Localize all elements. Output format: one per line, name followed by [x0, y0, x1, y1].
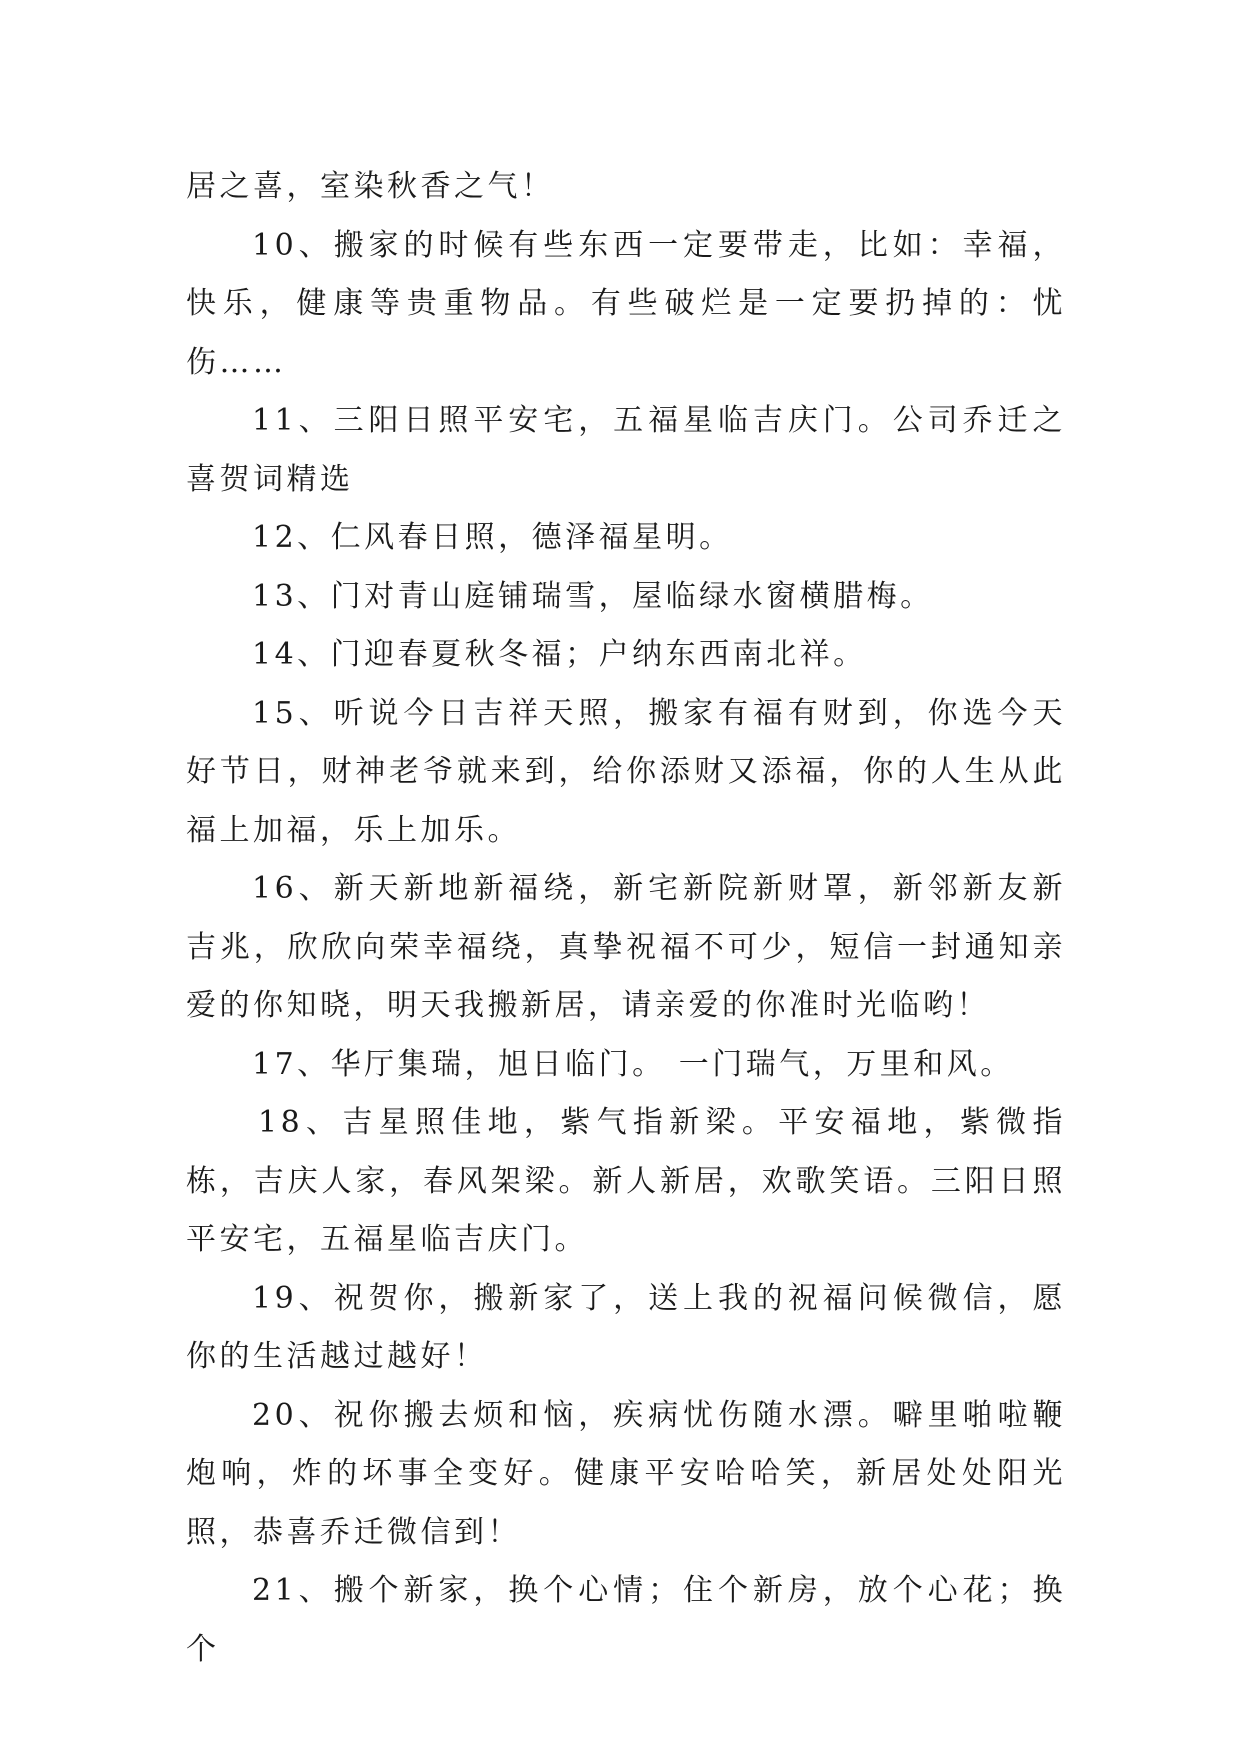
paragraph-12: 12、仁风春日照，德泽福星明。	[252, 520, 733, 555]
paragraph-21: 21、搬个新家，换个心情；住个新房，放个心花；换个	[186, 1573, 1066, 1667]
paragraph-14: 14、门迎春夏秋冬福；户纳东西南北祥。	[252, 637, 867, 672]
paragraph-18: 18、吉星照佳地，紫气指新梁。平安福地，紫微指栋，吉庆人家，春风架梁。新人新居，欢歌笑语。三阳日照平安宅，五福星临吉庆门。	[186, 1105, 1066, 1257]
paragraph-10: 10、搬家的时候有些东西一定要带走，比如：幸福，快乐，健康等贵重物品。有些破烂是一定要扔掉的：忧伤……	[186, 227, 1066, 380]
paragraph-17: 17、华厅集瑞，旭日临门。 一门瑞气，万里和风。	[252, 1046, 1014, 1082]
paragraph-16: 16、新天新地新福绕，新宅新院新财罩，新邻新友新吉兆，欣欣向荣幸福绕，真挚祝福不可少，短信一封通知亲爱的你知晓，明天我搬新居，请亲爱的你准时光临哟！	[186, 871, 1066, 1023]
paragraph-20: 20、祝你搬去烦和恼，疾病忧伤随水漂。噼里啪啦鞭炮响，炸的坏事全变好。健康平安哈哈笑，新居处处阳光照，恭喜乔迁微信到！	[186, 1397, 1066, 1550]
paragraph-13: 13、门对青山庭铺瑞雪，屋临绿水窗横腊梅。	[252, 578, 934, 614]
paragraph-15: 15、听说今日吉祥天照，搬家有福有财到，你选今天好节日，财神老爷就来到，给你添财又添福，你的人生从此福上加福，乐上加乐。	[186, 695, 1066, 848]
paragraph-19: 19、祝贺你，搬新家了，送上我的祝福问候微信，愿你的生活越过越好！	[186, 1280, 1066, 1374]
paragraph-continuation: 居之喜，室染秋香之气！	[186, 169, 555, 204]
document-body	[186, 158, 1066, 1679]
paragraph-11: 11、三阳日照平安宅，五福星临吉庆门。公司乔迁之喜贺词精选	[186, 403, 1066, 497]
